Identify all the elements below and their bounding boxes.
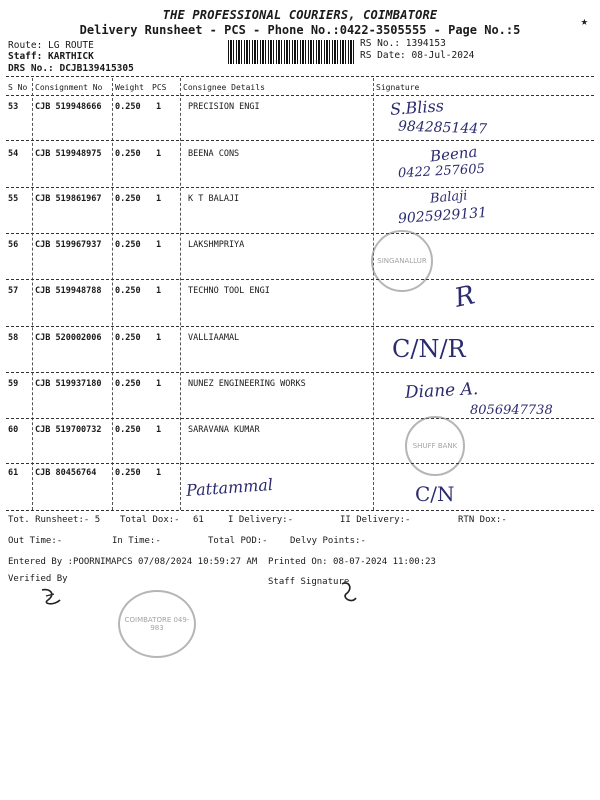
row-consignment: CJB 519948666 xyxy=(35,102,102,112)
out-time: Out Time:- xyxy=(8,536,63,546)
in-time: In Time:- xyxy=(112,536,161,546)
row-consignment: CJB 519937180 xyxy=(35,379,102,389)
total-pod: Total POD:- xyxy=(208,536,268,546)
entered-by: Entered By :POORNIMAPCS 07/08/2024 10:59:27 AM xyxy=(8,557,258,567)
col-consignee: Consignee Details xyxy=(183,83,265,92)
post-office-stamp xyxy=(371,230,433,292)
row-weight: 0.250 xyxy=(115,468,141,478)
row-consignment: CJB 519861967 xyxy=(35,194,102,204)
row-pcs: 1 xyxy=(156,240,162,250)
row-weight: 0.250 xyxy=(115,149,141,159)
rs-date: RS Date: 08-Jul-2024 xyxy=(360,50,475,61)
row-weight: 0.250 xyxy=(115,286,141,296)
company-stamp xyxy=(405,416,465,476)
col-divider xyxy=(112,78,113,510)
row-weight: 0.250 xyxy=(115,194,141,204)
row-consignment: CJB 519967937 xyxy=(35,240,102,250)
company-title: THE PROFESSIONAL COURIERS, COIMBATORE xyxy=(162,8,438,22)
row-sno: 59 xyxy=(8,379,19,389)
row-sno: 60 xyxy=(8,425,19,435)
row-consignment: CJB 519700732 xyxy=(35,425,102,435)
row-consignment: CJB 519948788 xyxy=(35,286,102,296)
col-sno: S No xyxy=(8,83,28,92)
total-dox-label: Total Dox:- xyxy=(120,515,180,525)
row-signature: Diane A. xyxy=(404,379,479,403)
row-signature: C/N/R xyxy=(392,335,466,363)
row-rule xyxy=(6,326,594,327)
verified-signature-mark xyxy=(36,586,66,610)
row-consignment: CJB 520002006 xyxy=(35,333,102,343)
row-consignee: TECHNO TOOL ENGI xyxy=(188,286,270,296)
row-pcs: 1 xyxy=(156,149,162,159)
table-top-rule xyxy=(6,76,594,77)
row-consignee: VALLIAAMAL xyxy=(188,333,240,343)
row-sno: 56 xyxy=(8,240,19,250)
col-signature: Signature xyxy=(376,83,420,92)
row-signature: S.Bliss xyxy=(389,96,445,119)
row-signature: Balaji xyxy=(429,188,468,207)
table-header-rule xyxy=(6,95,594,96)
staff-label: Staff: KARTHICK xyxy=(8,51,94,62)
stamp-text: SINGANALLUR xyxy=(377,257,427,265)
route-label: Route: LG ROUTE xyxy=(8,40,94,51)
row-weight: 0.250 xyxy=(115,333,141,343)
row-consignment: CJB 519948975 xyxy=(35,149,102,159)
row-consignee: K T BALAJI xyxy=(188,194,240,204)
row-signature: Pattammal xyxy=(185,474,274,501)
row-pcs: 1 xyxy=(156,425,162,435)
corner-mark: ★ xyxy=(580,14,588,28)
row-signature-phone: 9842851447 xyxy=(397,118,488,138)
table-bottom-rule xyxy=(6,510,594,511)
row-signature: Beena xyxy=(429,142,479,166)
runsheet-subtitle: Delivery Runsheet - PCS - Phone No.:0422-3505555 - Page No.:5 xyxy=(79,23,521,37)
row-rule xyxy=(6,187,594,188)
row-rule xyxy=(6,418,594,419)
row-signature: R xyxy=(452,280,478,314)
printed-on: Printed On: 08-07-2024 11:00:23 xyxy=(268,557,436,567)
row-rule xyxy=(6,463,594,464)
row-sno: 55 xyxy=(8,194,19,204)
i-delivery: I Delivery:- xyxy=(228,515,294,525)
row-consignee: PRECISION ENGI xyxy=(188,102,260,112)
rtn-dox: RTN Dox:- xyxy=(458,515,507,525)
row-signature-phone: 9025929131 xyxy=(397,204,488,228)
verified-by: Verified By xyxy=(8,574,68,584)
row-weight: 0.250 xyxy=(115,379,141,389)
row-consignee: NUNEZ ENGINEERING WORKS xyxy=(188,379,306,389)
row-sno: 61 xyxy=(8,468,19,478)
row-signature-phone: 0422 257605 xyxy=(397,161,486,182)
staff-signature-mark xyxy=(336,578,362,608)
total-dox-value: 61 xyxy=(193,515,204,525)
col-weight: Weight xyxy=(115,83,144,92)
col-consignment: Consignment No xyxy=(35,83,103,92)
staff-signature-label: Staff Signature xyxy=(268,577,350,587)
row-signature-phone: 8056947738 xyxy=(470,403,553,418)
stamp-text: COIMBATORE 049-983 xyxy=(124,616,190,632)
post-office-stamp xyxy=(118,590,196,658)
row-consignee: SARAVANA KUMAR xyxy=(188,425,260,435)
row-pcs: 1 xyxy=(156,194,162,204)
col-divider xyxy=(32,78,33,510)
delvy-points: Delvy Points:- xyxy=(290,536,366,546)
row-weight: 0.250 xyxy=(115,240,141,250)
row-pcs: 1 xyxy=(156,468,162,478)
row-rule xyxy=(6,372,594,373)
row-weight: 0.250 xyxy=(115,425,141,435)
ii-delivery: II Delivery:- xyxy=(340,515,411,525)
row-consignee: LAKSHMPRIYA xyxy=(188,240,245,250)
row-pcs: 1 xyxy=(156,102,162,112)
row-sno: 54 xyxy=(8,149,19,159)
row-pcs: 1 xyxy=(156,333,162,343)
row-rule xyxy=(6,233,594,234)
col-divider xyxy=(180,78,181,510)
row-pcs: 1 xyxy=(156,286,162,296)
row-rule xyxy=(6,279,594,280)
stamp-text: SHUFF BANK xyxy=(412,442,458,450)
row-sno: 58 xyxy=(8,333,19,343)
row-rule xyxy=(6,140,594,141)
row-consignee: BEENA CONS xyxy=(188,149,240,159)
tot-runsheet: Tot. Runsheet:- 5 xyxy=(8,515,101,525)
row-pcs: 1 xyxy=(156,379,162,389)
drs-number: DRS No.: DCJB139415305 xyxy=(8,63,134,74)
rs-number: RS No.: 1394153 xyxy=(360,38,446,49)
col-divider xyxy=(373,78,374,510)
barcode xyxy=(228,40,355,64)
row-consignment: CJB 80456764 xyxy=(35,468,97,478)
row-sno: 53 xyxy=(8,102,19,112)
col-pcs: PCS xyxy=(152,83,167,92)
row-weight: 0.250 xyxy=(115,102,141,112)
row-sno: 57 xyxy=(8,286,19,296)
row-signature-note: C/N xyxy=(415,482,455,506)
